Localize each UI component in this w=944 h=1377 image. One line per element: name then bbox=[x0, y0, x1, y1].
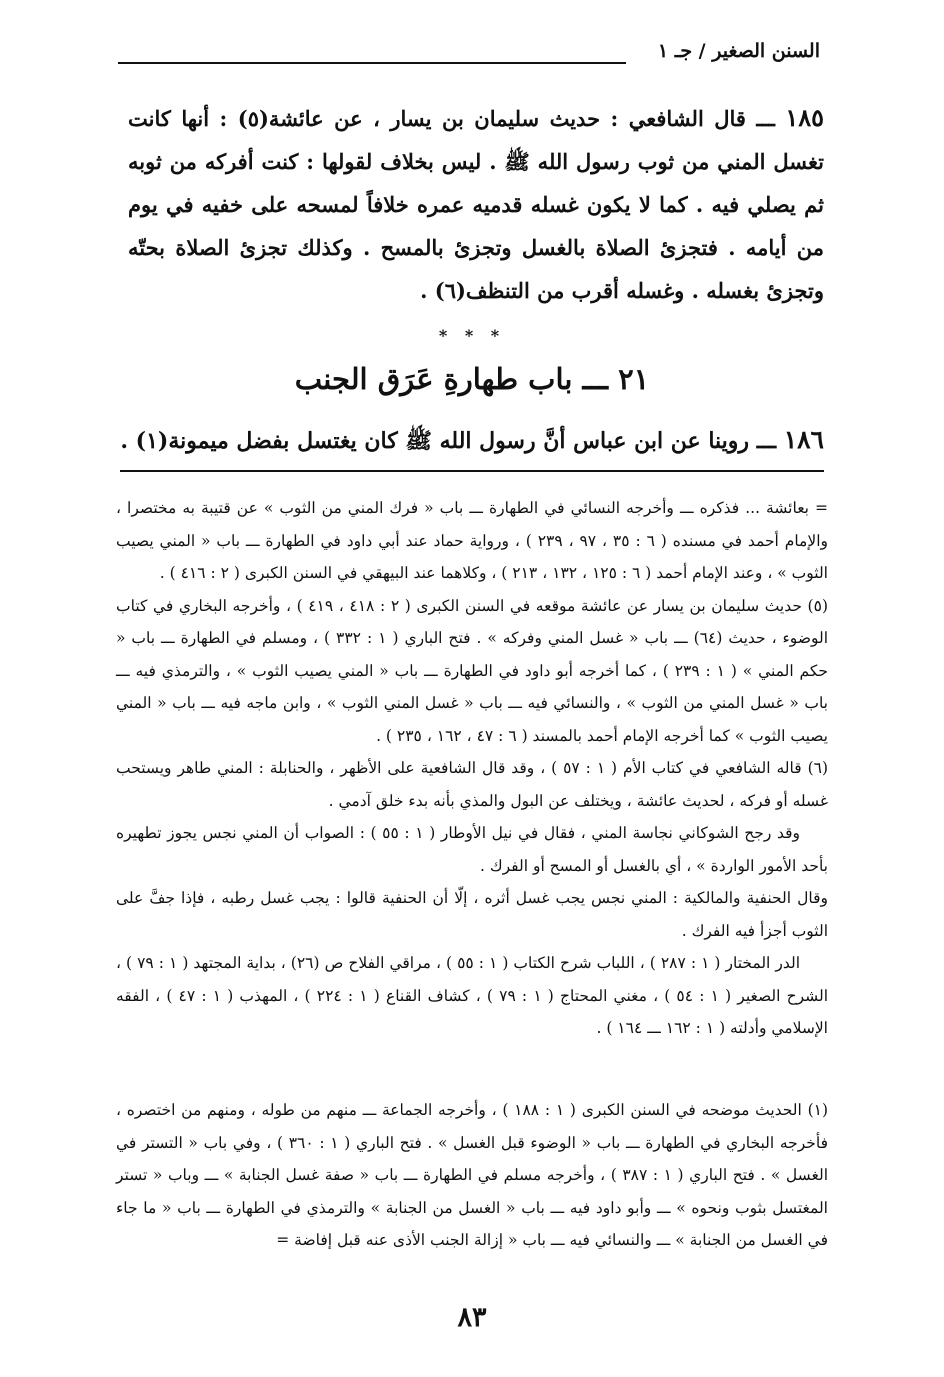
footnote-6-paragraph: وقد رجح الشوكاني نجاسة المني ، فقال في نيل الأوطار ( ١ : ٥٥ ) : الصواب أن المني نجس يجوز تطهيره بأحد الأمور الواردة » ، أي بالغسل أو المسح أو الفرك . bbox=[116, 824, 828, 875]
footnote-6: (٦) قاله الشافعي في كتاب الأم ( ١ : ٥٧ ) ، وقد قال الشافعية على الأظهر ، والحنابلة : المني طاهر ويستحب غسله أو فركه ، لحديث عائشة ، ويختلف عن البول والمذي بأنه بدء خلق آدمي . bbox=[116, 759, 829, 810]
hadith-text: ـــ روينا عن ابن عباس أنَّ رسول الله ﷺ كان يغتسل بفضل ميمونة(١) . bbox=[120, 428, 777, 454]
hadith-185 bbox=[128, 96, 824, 312]
footnote-6-references: الدر المختار ( ١ : ٢٨٧ ) ، اللباب شرح الكتاب ( ١ : ٥٥ ) ، مراقي الفلاح ص (٢٦) ، بداية المجتهد ( ١ : ٧٩ ) ، الشرح الصغير ( ١ : ٥٤ ) ، مغني المحتاج ( ١ : ٧٩ ) ، كشاف القناع ( ١ : ٢٢٤ ) ، المهذب ( ١ : ٤٧ ) ، الفقه الإسلامي وأدلته ( ١ : ١٦٢ ـــ ١٦٤ ) . bbox=[116, 954, 829, 1037]
chapter-heading: ٢١ ـــ باب طهارةِ عَرَق الجنب bbox=[294, 362, 650, 396]
section-separator: * * * bbox=[438, 326, 506, 345]
footnote-6-paragraph: وقال الحنفية والمالكية : المني نجس يجب غسل أثره ، إلّا أن الحنفية قالوا : يجب غسل رطبه ، فإذا جفَّ على الثوب أجزأ فيه الفرك . bbox=[116, 889, 828, 940]
footnote-1: (١) الحديث موضحه في السنن الكبرى ( ١ : ١٨٨ ) ، وأخرجه الجماعة ـــ منهم من طوله ، ومنهم من اختصره ، فأخرجه البخاري في الطهارة ـــ باب « الوضوء قبل الغسل » . فتح الباري ( ١ : ٣٦٠ ) ، وفي باب « التستر في الغسل » . فتح الباري ( ١ : ٣٨٧ ) ، وأخرجه مسلم في الطهارة ـــ باب « صفة غسل الجنابة » ـــ وباب « تستر المغتسل بثوب ونحوه » ـــ وأبو داود فيه ـــ باب « الغسل من الجنابة » والترمذي في الطهارة ـــ باب « ما جاء في الغسل من الجنابة » ـــ والنسائي فيه ـــ باب « إزالة الجنب الأذى عنه قبل إفاضة = bbox=[116, 1101, 829, 1249]
page-number: ٨٣ bbox=[457, 1302, 487, 1333]
running-header bbox=[118, 38, 826, 78]
footnote-rule bbox=[120, 470, 824, 472]
footnotes bbox=[116, 492, 828, 1045]
header-rule bbox=[118, 62, 626, 64]
hadith-186 bbox=[120, 418, 824, 463]
hadith-text: ـــ قال الشافعي : حديث سليمان بن يسار ، عن عائشة(٥) : أنها كانت تغسل المني من ثوب رسول الله ﷺ . ليس بخلاف لقولها : كنت أفركه من ثوبه ثم يصلي فيه . كما لا يكون غسله قدميه عمره خلافاً لمسحه على خفيه في يوم من أيامه . فتجزئ الصلاة بالغسل وتجزئ بالمسح . وكذلك تجزئ الصلاة بحتّه وتجزئ بغسله . وغسله أقرب من التنظف(٦) . bbox=[128, 106, 824, 303]
hadith-number: ١٨٥ bbox=[785, 103, 825, 132]
footnote-continuation: = بعائشة ... فذكره ـــ وأخرجه النسائي في الطهارة ـــ باب « فرك المني من الثوب » عن قتيبة به مختصرا ، والإمام أحمد في مسنده ( ٦ : ٣٥ ، ٩٧ ، ٢٣٩ ) ، ورواية حماد عند أبي داود في الطهارة ـــ باب « المني يصيب الثوب » ، وعند الإمام أحمد ( ٦ : ١٢٥ ، ١٣٢ ، ٢١٣ ) ، وكلاهما عند البيهقي في السنن الكبرى ( ٢ : ٤١٦ ) . bbox=[116, 499, 828, 582]
hadith-number: ١٨٦ bbox=[783, 425, 824, 454]
footnotes-hadith-186 bbox=[116, 1094, 828, 1257]
running-title: السنن الصغير / جـ ١ bbox=[657, 40, 820, 62]
footnote-5: (٥) حديث سليمان بن يسار عن عائشة موقعه في السنن الكبرى ( ٢ : ٤١٨ ، ٤١٩ ) ، وأخرجه البخاري في كتاب الوضوء ، حديث (٦٤) ـــ باب « غسل المني وفركه » . فتح الباري ( ١ : ٣٣٢ ) ، ومسلم في الطهارة ـــ باب « حكم المني » ( ١ : ٢٣٩ ) ، كما أخرجه أبو داود في الطهارة ـــ باب « المني يصيب الثوب » ، والترمذي فيه ـــ باب « غسل المني من الثوب » ، والنسائي فيه ـــ باب « غسل المني الثوب » ، وابن ماجه فيه ـــ باب « المني يصيب الثوب » كما أخرجه الإمام أحمد بالمسند ( ٦ : ٤٧ ، ١٦٢ ، ٢٣٥ ) . bbox=[116, 596, 829, 745]
